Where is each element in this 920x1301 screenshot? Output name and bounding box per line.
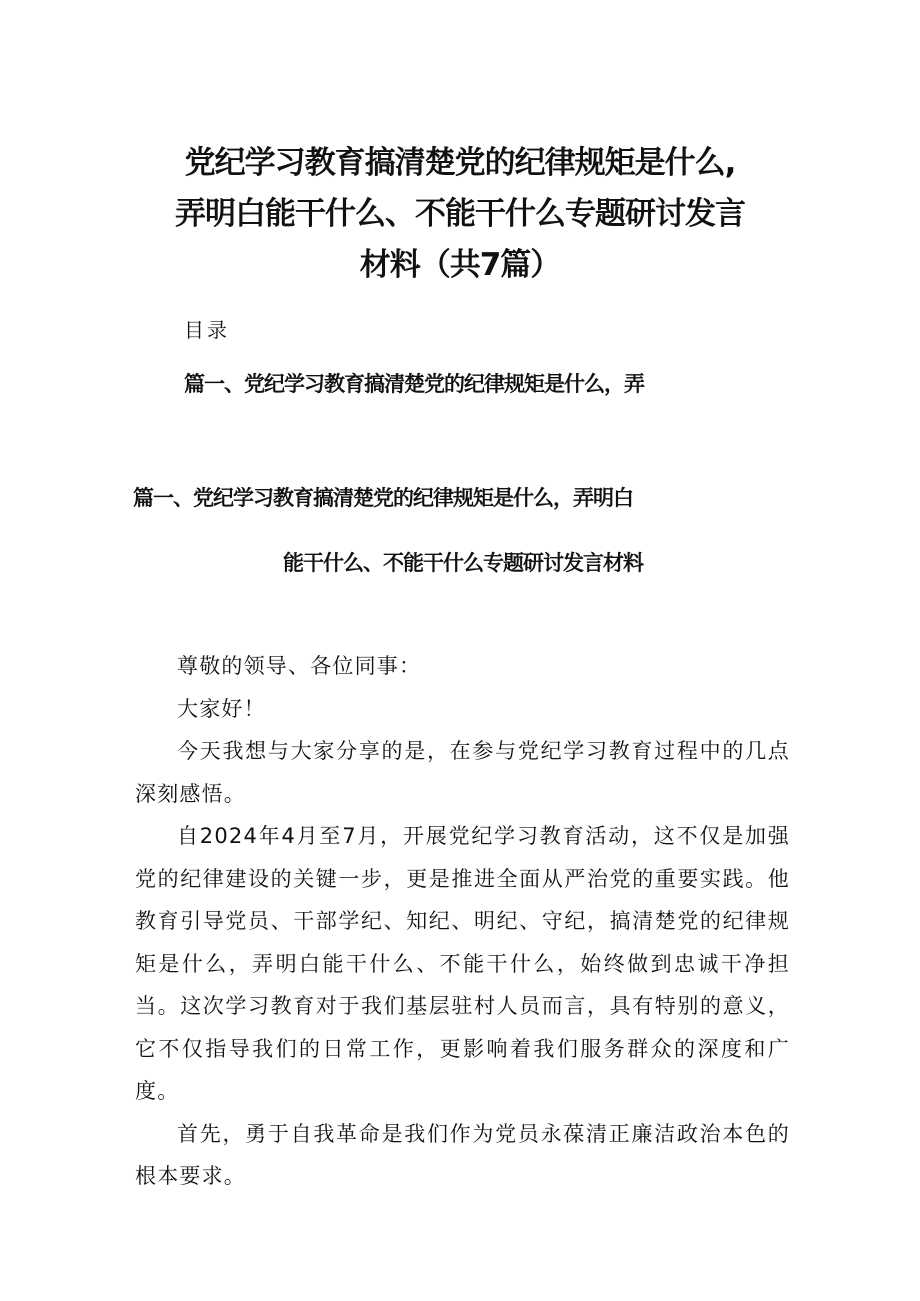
document-title: [120, 138, 800, 291]
body-paragraph: 自2024年4月至7月，开展党纪学习教育活动，这不仅是加强党的纪律建设的关键一步，更是推进全面从严治党的重要实践。他教育引导党员、干部学纪、知纪、明纪、守纪，搞清楚党的纪律规矩是什么，弄明白能干什么、不能干什么，始终做到忠诚干净担当。这次学习教育对于我们基层驻村人员而言，具有特别的意义，它不仅指导我们的日常工作，更影响着我们服务群众的深度和广度。: [135, 824, 790, 1103]
toc-entry[interactable]: 篇一、党纪学习教育搞清楚党的纪律规矩是什么，弄: [184, 372, 644, 396]
section-heading-line: 篇一、党纪学习教育搞清楚党的纪律规矩是什么，弄明白: [133, 486, 633, 510]
salutation-paragraph: 尊敬的领导、各位同事：: [177, 654, 422, 678]
greeting-paragraph: 大家好！: [177, 696, 266, 721]
title-line: 党纪学习教育搞清楚党的纪律规矩是什么,: [184, 145, 736, 181]
section-heading-line: 能干什么、不能干什么专题研讨发言材料: [283, 551, 643, 575]
title-line: 弄明白能干什么、不能干什么专题研讨发言: [175, 196, 745, 232]
title-line: 材料（共7篇）: [359, 247, 561, 283]
section-heading: [133, 481, 793, 580]
body-paragraph: 首先，勇于自我革命是我们作为党员永葆清正廉洁政治本色的根本要求。: [135, 1121, 790, 1188]
body-paragraph: 今天我想与大家分享的是，在参与党纪学习教育过程中的几点深刻感悟。: [135, 739, 790, 806]
toc-heading: 目录: [184, 318, 230, 342]
body-text: [135, 645, 790, 1198]
